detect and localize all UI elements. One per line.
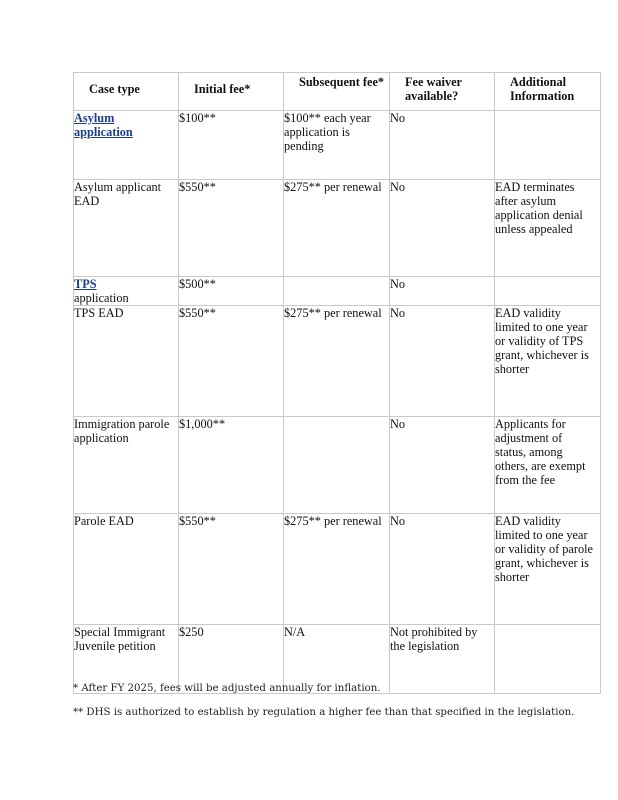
header-initial-fee: Initial fee* xyxy=(179,73,284,111)
fee-table xyxy=(73,72,601,694)
cell-fee-waiver: No xyxy=(390,277,495,306)
cell-subsequent-fee: $275** per renewal xyxy=(284,306,390,417)
cell-fee-waiver: Not prohibited by the legislation xyxy=(390,625,495,694)
cell-initial-fee: $550** xyxy=(179,306,284,417)
table-row xyxy=(74,111,601,180)
header-fee-waiver: Fee waiver available? xyxy=(390,73,495,111)
footnote-inflation: * After FY 2025, fees will be adjusted annually for inflation. xyxy=(73,683,381,694)
cell-additional-info xyxy=(495,277,601,306)
footnotes xyxy=(73,682,600,730)
cell-case-type: Asylum applicant EAD xyxy=(74,180,179,277)
cell-case-type: TPS EAD xyxy=(74,306,179,417)
table-row xyxy=(74,417,601,514)
asylum-application-link[interactable]: Asylum application xyxy=(74,111,133,139)
table-row xyxy=(74,180,601,277)
table-header-row xyxy=(74,73,601,111)
cell-case-type xyxy=(74,277,179,306)
cell-initial-fee: $100** xyxy=(179,111,284,180)
header-subsequent-fee: Subsequent fee* xyxy=(284,73,390,111)
cell-case-type: Parole EAD xyxy=(74,514,179,625)
cell-case-type xyxy=(74,111,179,180)
cell-subsequent-fee xyxy=(284,417,390,514)
table-row xyxy=(74,277,601,306)
tps-link[interactable]: TPS xyxy=(74,277,97,291)
cell-additional-info: Applicants for adjustment of status, among others, are exempt from the fee xyxy=(495,417,601,514)
header-additional-info: Additional Information xyxy=(495,73,601,111)
cell-initial-fee: $550** xyxy=(179,180,284,277)
cell-case-type: Immigration parole application xyxy=(74,417,179,514)
cell-subsequent-fee: $100** each year application is pending xyxy=(284,111,390,180)
cell-fee-waiver: No xyxy=(390,111,495,180)
cell-initial-fee: $1,000** xyxy=(179,417,284,514)
cell-fee-waiver: No xyxy=(390,514,495,625)
cell-additional-info: EAD validity limited to one year or validity of parole grant, whichever is shorter xyxy=(495,514,601,625)
cell-case-type: Special Immigrant Juvenile petition xyxy=(74,625,179,694)
cell-subsequent-fee: $275** per renewal xyxy=(284,180,390,277)
cell-fee-waiver: No xyxy=(390,417,495,514)
cell-additional-info xyxy=(495,111,601,180)
cell-additional-info: EAD validity limited to one year or validity of TPS grant, whichever is shorter xyxy=(495,306,601,417)
cell-additional-info: EAD terminates after asylum application denial unless appealed xyxy=(495,180,601,277)
cell-initial-fee: $550** xyxy=(179,514,284,625)
cell-initial-fee: $250 xyxy=(179,625,284,694)
cell-subsequent-fee xyxy=(284,277,390,306)
footnote-dhs-authority: ** DHS is authorized to establish by regulation a higher fee than that specified in the legislation. xyxy=(73,707,575,718)
cell-subsequent-fee: $275** per renewal xyxy=(284,514,390,625)
cell-initial-fee: $500** xyxy=(179,277,284,306)
table-row xyxy=(74,514,601,625)
table-row xyxy=(74,306,601,417)
cell-fee-waiver: No xyxy=(390,306,495,417)
header-case-type: Case type xyxy=(74,73,179,111)
cell-subsequent-fee: N/A xyxy=(284,625,390,694)
case-type-text: application xyxy=(74,291,129,305)
cell-fee-waiver: No xyxy=(390,180,495,277)
